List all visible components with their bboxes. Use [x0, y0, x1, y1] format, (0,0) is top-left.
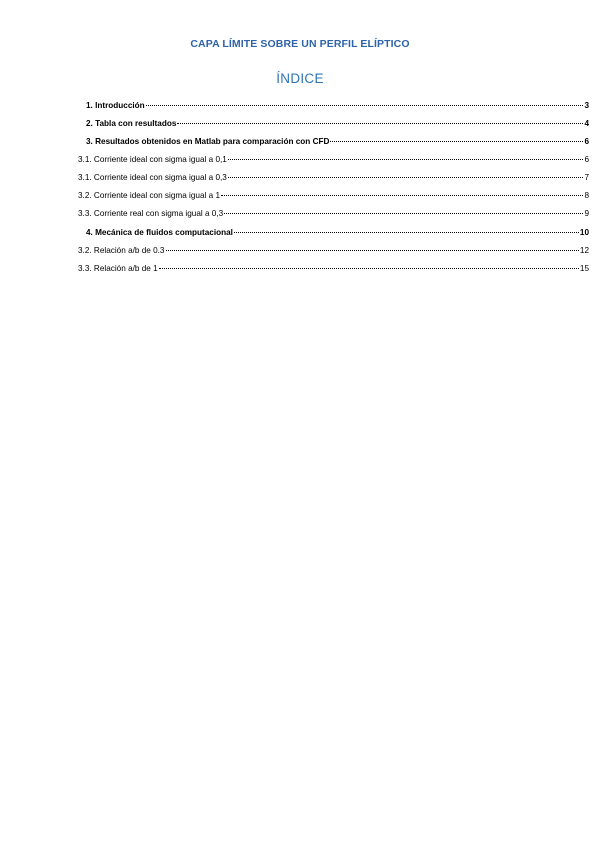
toc-entry-page-number: 10	[579, 228, 589, 237]
toc-entry-page-number: 7	[584, 173, 589, 182]
toc-entry-page-number: 8	[584, 191, 589, 200]
toc-dot-leader	[221, 186, 583, 198]
toc-entry-page-number: 4	[584, 119, 589, 128]
toc-entry-page-number: 9	[584, 209, 589, 218]
toc-entry-label: 3. Resultados obtenidos en Matlab para comparación con CFD	[86, 137, 330, 146]
toc-dot-leader	[330, 132, 583, 144]
toc-entry-page-number: 6	[584, 155, 589, 164]
toc-dot-leader	[146, 96, 584, 108]
toc-entry-label: 1. Introducción	[86, 101, 145, 110]
toc-entry-corriente-real[interactable]	[78, 204, 589, 216]
toc-entry-label: 3.1. Corriente ideal con sigma igual a 0,1	[78, 155, 227, 164]
toc-entry-sigma-0-1[interactable]	[78, 150, 589, 162]
toc-entry-relacion-1[interactable]	[78, 259, 589, 271]
toc-dot-leader	[224, 204, 583, 216]
toc-entry-relacion-0-3[interactable]	[78, 241, 589, 253]
toc-dot-leader	[234, 223, 579, 235]
toc-entry-page-number: 3	[584, 101, 589, 110]
document-title: CAPA LÍMITE SOBRE UN PERFIL ELÍPTICO	[190, 38, 410, 50]
toc-entry-label: 3.1. Corriente ideal con sigma igual a 0,3	[78, 173, 227, 182]
toc-entry-sigma-1[interactable]	[78, 186, 589, 198]
toc-entry-page-number: 15	[579, 264, 589, 273]
toc-entry-page-number: 12	[579, 246, 589, 255]
toc-entry-label: 3.2. Relación a/b de 0.3	[78, 246, 165, 255]
toc-entry-label: 3.2. Corriente ideal con sigma igual a 1	[78, 191, 220, 200]
toc-entry-label: 4. Mecánica de fluidos computacional	[86, 228, 233, 237]
toc-entry-mecanica-fluidos[interactable]	[86, 223, 589, 235]
toc-entry-label: 3.3. Corriente real con sigma igual a 0,3	[78, 209, 224, 218]
toc-entry-label: 3.3. Relación a/b de 1	[78, 264, 158, 273]
toc-entry-page-number: 6	[584, 137, 589, 146]
toc-entry-sigma-0-3[interactable]	[78, 168, 589, 180]
toc-dot-leader	[166, 241, 579, 253]
toc-dot-leader	[159, 259, 579, 271]
toc-dot-leader	[228, 150, 584, 162]
toc-dot-leader	[177, 114, 583, 126]
toc-entry-introduccion[interactable]	[86, 96, 589, 108]
toc-entry-tabla-resultados[interactable]	[86, 114, 589, 126]
toc-entry-label: 2. Tabla con resultados	[86, 119, 177, 128]
toc-entry-resultados-matlab[interactable]	[86, 132, 589, 144]
toc-dot-leader	[228, 168, 584, 180]
toc-heading: ÍNDICE	[276, 71, 324, 86]
